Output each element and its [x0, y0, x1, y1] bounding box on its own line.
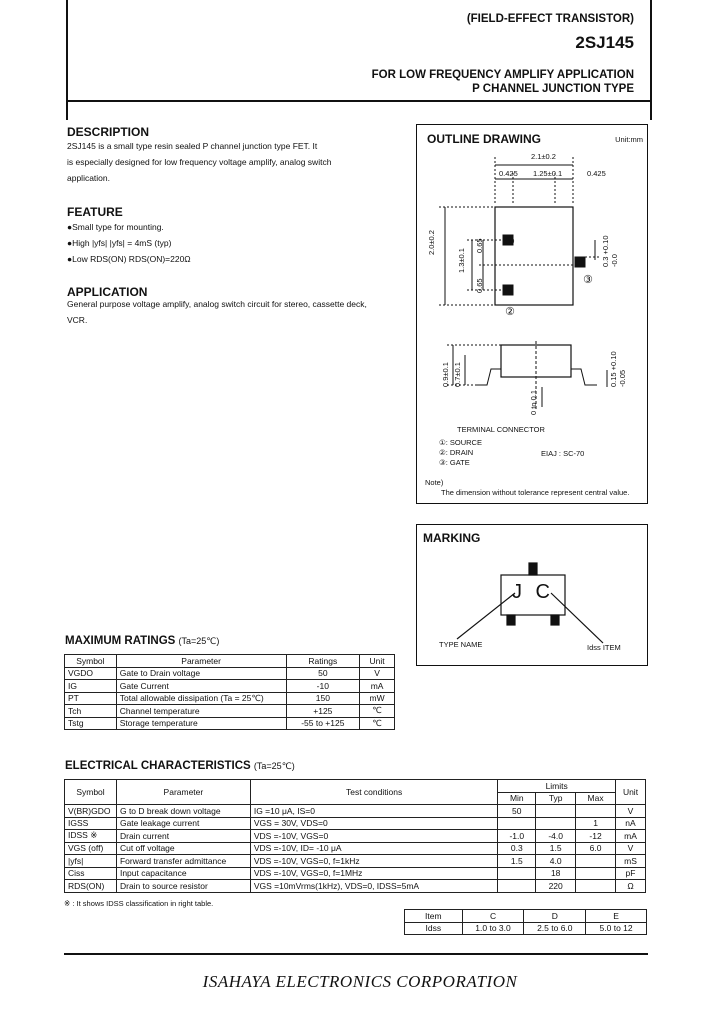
pin-2-label: ②: [505, 306, 515, 318]
max-ratings-table: [64, 654, 395, 730]
description-line-2: is especially designed for low frequency voltage amplify, analog switch: [67, 157, 332, 167]
table-header: Typ: [536, 792, 576, 805]
table-row: [405, 922, 647, 935]
table-cell: [498, 880, 536, 893]
footer-rule: [64, 953, 648, 955]
table-cell: IG =10 μA, IS=0: [250, 805, 498, 818]
table-cell: Ω: [616, 880, 646, 893]
type-name-label: TYPE NAME: [439, 640, 483, 649]
table-cell: [576, 867, 616, 880]
table-cell: [536, 805, 576, 818]
table-cell: mS: [616, 855, 646, 868]
package-label: EIAJ : SC-70: [541, 449, 585, 458]
table-cell: pF: [616, 867, 646, 880]
table-cell: V: [616, 805, 646, 818]
terminal-source: ①: SOURCE: [439, 438, 482, 447]
table-cell: -10: [286, 680, 360, 693]
max-ratings-condition: (Ta=25℃): [178, 636, 220, 646]
table-cell: 1.5: [498, 855, 536, 868]
table-header-row: [405, 910, 647, 923]
table-cell: Idss: [405, 922, 463, 935]
pin-3-label: ③: [583, 274, 593, 286]
application-line-2: VCR.: [67, 315, 88, 325]
dim-lower: 0.65: [475, 278, 484, 293]
table-cell: VDS =-10V, VGS=0, f=1MHz: [250, 867, 498, 880]
application-text: [67, 296, 367, 328]
table-cell: 1.0 to 3.0: [462, 922, 524, 935]
table-cell: VGS =10mVrms(1kHz), VDS=0, IDSS=5mA: [250, 880, 498, 893]
table-cell: Total allowable dissipation (Ta = 25℃): [116, 692, 286, 705]
table-cell: IDSS ※: [65, 830, 117, 843]
marking-title: MARKING: [423, 531, 481, 545]
dim-pitch: 1.3±0.1: [457, 248, 466, 273]
table-cell: ℃: [360, 705, 395, 718]
dim-left: 0.425: [499, 169, 518, 178]
table-header: Parameter: [116, 655, 286, 668]
table-cell: -4.0: [536, 830, 576, 843]
header-rule: [66, 100, 652, 102]
table-cell: PT: [65, 692, 117, 705]
table-cell: 50: [498, 805, 536, 818]
dim-body-2: 0.7±0.1: [453, 362, 462, 387]
dim-body: 0.9±0.1: [441, 362, 450, 387]
table-cell: Forward transfer admittance: [116, 855, 250, 868]
max-ratings-title: [65, 635, 219, 647]
electrical-heading: ELECTRICAL CHARACTERISTICS: [65, 760, 251, 772]
dim-lead: 0.3 +0.10 -0.0: [601, 235, 619, 267]
right-header-bar: [650, 0, 652, 120]
note-text: The dimension without tolerance represent central value.: [441, 488, 630, 497]
table-header: Min: [498, 792, 536, 805]
electrical-table: [64, 779, 646, 893]
terminal-gate: ③: GATE: [439, 458, 470, 467]
table-header-row: [65, 655, 395, 668]
table-cell: 6.0: [576, 842, 616, 855]
outline-drawing-box: [416, 124, 648, 504]
table-cell: |yfs|: [65, 855, 117, 868]
table-header: Symbol: [65, 780, 117, 805]
table-header: C: [462, 910, 524, 923]
table-cell: V(BR)GDO: [65, 805, 117, 818]
outline-title: OUTLINE DRAWING: [427, 132, 541, 146]
table-header: Limits: [498, 780, 616, 793]
table-cell: Drain current: [116, 830, 250, 843]
table-cell: IG: [65, 680, 117, 693]
table-cell: mW: [360, 692, 395, 705]
table-cell: Tch: [65, 705, 117, 718]
unit-label: Unit:mm: [615, 135, 643, 144]
table-cell: 150: [286, 692, 360, 705]
table-cell: V: [616, 842, 646, 855]
table-cell: Input capacitance: [116, 867, 250, 880]
feature-item: ●Small type for mounting.: [67, 222, 164, 232]
table-cell: 18: [536, 867, 576, 880]
part-number: 2SJ145: [575, 33, 634, 52]
feature-item: ●Low RDS(ON) RDS(ON)=220Ω: [67, 254, 191, 264]
application-title: APPLICATION: [67, 285, 148, 299]
table-row: [65, 855, 646, 868]
table-cell: [498, 867, 536, 880]
left-header-bar: [66, 0, 68, 120]
table-cell: 220: [536, 880, 576, 893]
description-line-3: application.: [67, 173, 111, 183]
table-cell: [576, 805, 616, 818]
table-row: [65, 667, 395, 680]
electrical-title: [65, 760, 295, 772]
electrical-condition: (Ta=25℃): [253, 761, 295, 771]
table-cell: [536, 817, 576, 830]
table-cell: 2.5 to 6.0: [524, 922, 586, 935]
table-cell: -55 to +125: [286, 717, 360, 730]
feature-item: ●High |yfs| |yfs| = 4mS (typ): [67, 238, 172, 248]
table-cell: [498, 817, 536, 830]
table-cell: -1.0: [498, 830, 536, 843]
pin-1-label: ①: [505, 236, 515, 248]
table-cell: Drain to source resistor: [116, 880, 250, 893]
table-cell: Gate Current: [116, 680, 286, 693]
table-row: [65, 705, 395, 718]
table-cell: Tstg: [65, 717, 117, 730]
table-header: D: [524, 910, 586, 923]
application-heading: [372, 68, 634, 96]
table-header: Test conditions: [250, 780, 498, 805]
marking-box: [416, 524, 648, 666]
table-row: [65, 880, 646, 893]
table-cell: 5.0 to 12: [586, 922, 647, 935]
table-cell: VDS =-10V, VGS=0: [250, 830, 498, 843]
terminal-connector-title: TERMINAL CONNECTOR: [457, 425, 545, 434]
table-cell: V: [360, 667, 395, 680]
dim-total-width: 2.1±0.2: [531, 152, 556, 161]
dim-right: 0.425: [587, 169, 606, 178]
table-cell: Storage temperature: [116, 717, 286, 730]
marking-code: J C: [512, 581, 554, 603]
table-cell: [576, 880, 616, 893]
feature-list: [67, 219, 191, 267]
feature-title: FEATURE: [67, 205, 123, 219]
table-header: Symbol: [65, 655, 117, 668]
application-line-1: General purpose voltage amplify, analog switch circuit for stereo, cassette deck,: [67, 299, 367, 309]
table-header: Item: [405, 910, 463, 923]
table-row: [65, 867, 646, 880]
idss-item-label: Idss ITEM: [587, 643, 621, 652]
idss-classification-table: [404, 909, 647, 935]
table-cell: nA: [616, 817, 646, 830]
table-cell: 4.0: [536, 855, 576, 868]
table-cell: VGDO: [65, 667, 117, 680]
app-line-1: FOR LOW FREQUENCY AMPLIFY APPLICATION: [371, 69, 634, 81]
table-row: [65, 842, 646, 855]
description-title: DESCRIPTION: [67, 125, 150, 139]
table-cell: -12: [576, 830, 616, 843]
table-cell: G to D break down voltage: [116, 805, 250, 818]
table-cell: RDS(ON): [65, 880, 117, 893]
dim-standoff: 0 to 0.1: [529, 389, 538, 415]
table-cell: 50: [286, 667, 360, 680]
table-cell: [576, 855, 616, 868]
table-row: [65, 817, 646, 830]
table-cell: Cut off voltage: [116, 842, 250, 855]
table-header: Unit: [360, 655, 395, 668]
table-cell: +125: [286, 705, 360, 718]
table-cell: mA: [360, 680, 395, 693]
table-row: [65, 692, 395, 705]
company-name: ISAHAYA ELECTRONICS CORPORATION: [202, 972, 518, 991]
dim-lead-thickness: 0.15 +0.10 -0.05: [609, 351, 627, 387]
dim-upper: 0.65: [475, 238, 484, 253]
table-cell: VGS = 30V, VDS=0: [250, 817, 498, 830]
table-header: Max: [576, 792, 616, 805]
table-header: Parameter: [116, 780, 250, 805]
table-header: E: [586, 910, 647, 923]
description-line-1: 2SJ145 is a small type resin sealed P channel junction type FET. It: [67, 141, 318, 151]
description-text: [67, 138, 407, 186]
table-cell: Gate to Drain voltage: [116, 667, 286, 680]
table-row: [65, 805, 646, 818]
table-cell: Channel temperature: [116, 705, 286, 718]
table-cell: mA: [616, 830, 646, 843]
table-cell: ℃: [360, 717, 395, 730]
table-row: [65, 680, 395, 693]
table-header-row: [65, 780, 646, 793]
app-line-2: P CHANNEL JUNCTION TYPE: [472, 83, 634, 95]
table-cell: VGS (off): [65, 842, 117, 855]
table-row: [65, 717, 395, 730]
terminal-drain: ②: DRAIN: [439, 448, 474, 457]
terminal-list: [439, 438, 482, 468]
table-row: [65, 830, 646, 843]
electrical-footnote: ※ : It shows IDSS classification in right table.: [64, 899, 214, 908]
table-header: Unit: [616, 780, 646, 805]
table-cell: 1.5: [536, 842, 576, 855]
device-category: (FIELD-EFFECT TRANSISTOR): [466, 13, 634, 25]
table-cell: IGSS: [65, 817, 117, 830]
table-cell: 0.3: [498, 842, 536, 855]
max-ratings-heading: MAXIMUM RATINGS: [65, 635, 176, 647]
table-header: Ratings: [286, 655, 360, 668]
table-cell: 1: [576, 817, 616, 830]
table-cell: VDS =-10V, VGS=0, f=1kHz: [250, 855, 498, 868]
table-cell: Ciss: [65, 867, 117, 880]
note-label: Note): [425, 478, 444, 487]
dim-center: 1.25±0.1: [533, 169, 563, 178]
table-cell: VDS =-10V, ID= -10 μA: [250, 842, 498, 855]
dim-height: 2.0±0.2: [427, 230, 436, 255]
table-cell: Gate leakage current: [116, 817, 250, 830]
